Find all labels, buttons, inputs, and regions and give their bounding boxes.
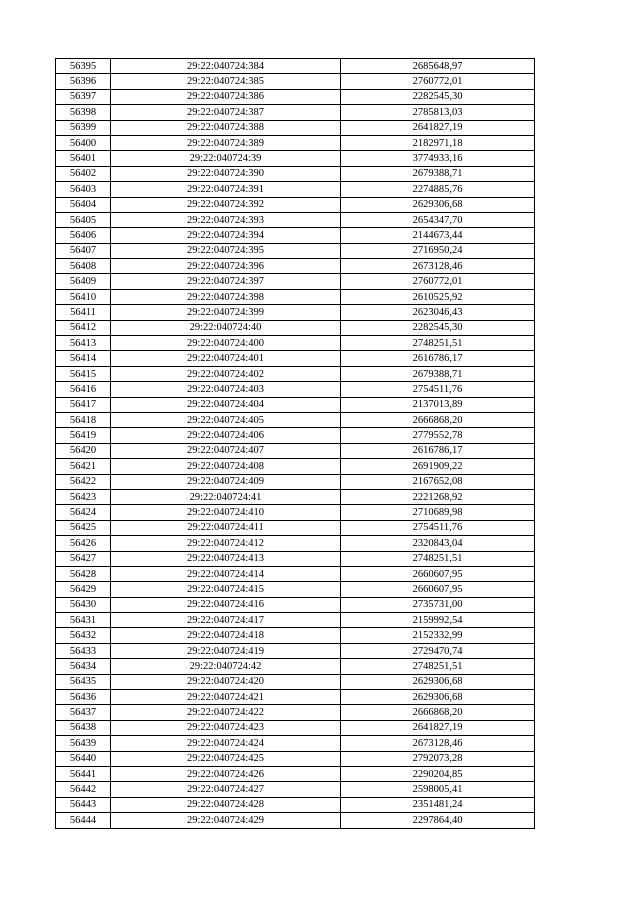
cadastral-value-cell: 2137013,89	[341, 397, 535, 412]
row-number-cell: 56435	[56, 674, 111, 689]
table-row	[56, 751, 535, 766]
table-row	[56, 120, 535, 135]
row-number-cell: 56436	[56, 690, 111, 705]
table-row	[56, 289, 535, 304]
cadastral-number-cell: 29:22:040724:426	[111, 766, 341, 781]
cadastral-number-cell: 29:22:040724:398	[111, 289, 341, 304]
table-row	[56, 813, 535, 828]
cadastral-number-cell: 29:22:040724:407	[111, 443, 341, 458]
row-number-cell: 56416	[56, 382, 111, 397]
cadastral-number-cell: 29:22:040724:424	[111, 736, 341, 751]
cadastral-number-cell: 29:22:040724:421	[111, 690, 341, 705]
row-number-cell: 56422	[56, 474, 111, 489]
cadastral-number-cell: 29:22:040724:429	[111, 813, 341, 828]
cadastral-value-cell: 2616786,17	[341, 351, 535, 366]
cadastral-number-cell: 29:22:040724:387	[111, 105, 341, 120]
table-row	[56, 105, 535, 120]
table-row	[56, 566, 535, 581]
cadastral-value-cell: 2351481,24	[341, 797, 535, 812]
table-row	[56, 474, 535, 489]
row-number-cell: 56431	[56, 613, 111, 628]
cadastral-value-cell: 2760772,01	[341, 274, 535, 289]
cadastral-value-cell: 2760772,01	[341, 74, 535, 89]
row-number-cell: 56442	[56, 782, 111, 797]
row-number-cell: 56444	[56, 813, 111, 828]
cadastral-number-cell: 29:22:040724:415	[111, 582, 341, 597]
row-number-cell: 56430	[56, 597, 111, 612]
cadastral-number-cell: 29:22:040724:416	[111, 597, 341, 612]
table-row	[56, 705, 535, 720]
table-row	[56, 397, 535, 412]
cadastral-number-cell: 29:22:040724:417	[111, 613, 341, 628]
table-row	[56, 720, 535, 735]
row-number-cell: 56415	[56, 366, 111, 381]
cadastral-value-cell: 2660607,95	[341, 566, 535, 581]
cadastral-number-cell: 29:22:040724:411	[111, 520, 341, 535]
row-number-cell: 56443	[56, 797, 111, 812]
row-number-cell: 56412	[56, 320, 111, 335]
cadastral-number-cell: 29:22:040724:393	[111, 212, 341, 227]
table-row	[56, 536, 535, 551]
row-number-cell: 56399	[56, 120, 111, 135]
cadastral-value-cell: 2710689,98	[341, 505, 535, 520]
cadastral-number-cell: 29:22:040724:396	[111, 259, 341, 274]
cadastral-value-cell: 2320843,04	[341, 536, 535, 551]
cadastral-number-cell: 29:22:040724:408	[111, 459, 341, 474]
row-number-cell: 56411	[56, 305, 111, 320]
table-row	[56, 59, 535, 74]
cadastral-value-cell: 2754511,76	[341, 382, 535, 397]
table-row	[56, 736, 535, 751]
cadastral-number-cell: 29:22:040724:409	[111, 474, 341, 489]
row-number-cell: 56417	[56, 397, 111, 412]
cadastral-value-cell: 2641827,19	[341, 120, 535, 135]
table-row	[56, 151, 535, 166]
row-number-cell: 56428	[56, 566, 111, 581]
cadastral-number-cell: 29:22:040724:391	[111, 182, 341, 197]
cadastral-value-cell: 2629306,68	[341, 197, 535, 212]
table-row	[56, 351, 535, 366]
cadastral-value-cell: 2297864,40	[341, 813, 535, 828]
row-number-cell: 56433	[56, 643, 111, 658]
row-number-cell: 56440	[56, 751, 111, 766]
cadastral-value-cell: 2666868,20	[341, 705, 535, 720]
cadastral-number-cell: 29:22:040724:413	[111, 551, 341, 566]
table-row	[56, 628, 535, 643]
cadastral-number-cell: 29:22:040724:419	[111, 643, 341, 658]
cadastral-number-cell: 29:22:040724:422	[111, 705, 341, 720]
row-number-cell: 56432	[56, 628, 111, 643]
row-number-cell: 56405	[56, 212, 111, 227]
cadastral-value-cell: 2152332,99	[341, 628, 535, 643]
row-number-cell: 56410	[56, 289, 111, 304]
cadastral-number-cell: 29:22:040724:392	[111, 197, 341, 212]
cadastral-number-cell: 29:22:040724:385	[111, 74, 341, 89]
cadastral-number-cell: 29:22:040724:406	[111, 428, 341, 443]
cadastral-value-cell: 2729470,74	[341, 643, 535, 658]
row-number-cell: 56408	[56, 259, 111, 274]
cadastral-number-cell: 29:22:040724:420	[111, 674, 341, 689]
cadastral-number-cell: 29:22:040724:41	[111, 489, 341, 504]
cadastral-value-cell: 2673128,46	[341, 736, 535, 751]
table-row	[56, 366, 535, 381]
cadastral-value-cell: 2623046,43	[341, 305, 535, 320]
row-number-cell: 56421	[56, 459, 111, 474]
cadastral-value-cell: 2282545,30	[341, 320, 535, 335]
cadastral-number-cell: 29:22:040724:427	[111, 782, 341, 797]
cadastral-number-cell: 29:22:040724:390	[111, 166, 341, 181]
cadastral-number-cell: 29:22:040724:386	[111, 89, 341, 104]
table-row	[56, 89, 535, 104]
cadastral-value-cell: 2679388,71	[341, 366, 535, 381]
cadastral-value-cell: 2716950,24	[341, 243, 535, 258]
cadastral-number-cell: 29:22:040724:404	[111, 397, 341, 412]
row-number-cell: 56413	[56, 336, 111, 351]
row-number-cell: 56401	[56, 151, 111, 166]
table-row	[56, 690, 535, 705]
cadastral-value-cell: 2754511,76	[341, 520, 535, 535]
table-row	[56, 597, 535, 612]
cadastral-value-cell: 2654347,70	[341, 212, 535, 227]
cadastral-value-cell: 2610525,92	[341, 289, 535, 304]
row-number-cell: 56407	[56, 243, 111, 258]
table-row	[56, 443, 535, 458]
table-row	[56, 228, 535, 243]
cadastral-number-cell: 29:22:040724:395	[111, 243, 341, 258]
table-row	[56, 382, 535, 397]
cadastral-value-cell: 2641827,19	[341, 720, 535, 735]
cadastral-value-cell: 2629306,68	[341, 674, 535, 689]
row-number-cell: 56429	[56, 582, 111, 597]
cadastral-number-cell: 29:22:040724:400	[111, 336, 341, 351]
table-body	[56, 59, 535, 829]
table-row	[56, 320, 535, 335]
row-number-cell: 56425	[56, 520, 111, 535]
cadastral-value-cell: 2182971,18	[341, 135, 535, 150]
table-row	[56, 505, 535, 520]
table-row	[56, 520, 535, 535]
table-row	[56, 643, 535, 658]
row-number-cell: 56419	[56, 428, 111, 443]
table-row	[56, 166, 535, 181]
table-row	[56, 336, 535, 351]
cadastral-value-cell: 2616786,17	[341, 443, 535, 458]
cadastral-number-cell: 29:22:040724:388	[111, 120, 341, 135]
cadastral-value-cell: 2735731,00	[341, 597, 535, 612]
row-number-cell: 56434	[56, 659, 111, 674]
row-number-cell: 56400	[56, 135, 111, 150]
cadastral-number-cell: 29:22:040724:40	[111, 320, 341, 335]
cadastral-value-cell: 2660607,95	[341, 582, 535, 597]
table-row	[56, 551, 535, 566]
cadastral-value-cell: 3774933,16	[341, 151, 535, 166]
cadastral-value-table	[55, 58, 535, 829]
table-row	[56, 305, 535, 320]
cadastral-value-cell: 2629306,68	[341, 690, 535, 705]
table-row	[56, 259, 535, 274]
cadastral-number-cell: 29:22:040724:412	[111, 536, 341, 551]
cadastral-value-cell: 2167652,08	[341, 474, 535, 489]
cadastral-value-cell: 2282545,30	[341, 89, 535, 104]
cadastral-value-cell: 2748251,51	[341, 336, 535, 351]
cadastral-number-cell: 29:22:040724:42	[111, 659, 341, 674]
table-row	[56, 459, 535, 474]
cadastral-value-cell: 2748251,51	[341, 659, 535, 674]
table-row	[56, 243, 535, 258]
table-row	[56, 274, 535, 289]
cadastral-value-cell: 2792073,28	[341, 751, 535, 766]
row-number-cell: 56409	[56, 274, 111, 289]
cadastral-number-cell: 29:22:040724:397	[111, 274, 341, 289]
table-row	[56, 613, 535, 628]
cadastral-value-cell: 2159992,54	[341, 613, 535, 628]
row-number-cell: 56418	[56, 412, 111, 427]
cadastral-value-cell: 2785813,03	[341, 105, 535, 120]
cadastral-number-cell: 29:22:040724:384	[111, 59, 341, 74]
cadastral-number-cell: 29:22:040724:428	[111, 797, 341, 812]
cadastral-number-cell: 29:22:040724:425	[111, 751, 341, 766]
cadastral-number-cell: 29:22:040724:414	[111, 566, 341, 581]
row-number-cell: 56426	[56, 536, 111, 551]
cadastral-value-cell: 2221268,92	[341, 489, 535, 504]
table-row	[56, 766, 535, 781]
cadastral-value-cell: 2748251,51	[341, 551, 535, 566]
cadastral-number-cell: 29:22:040724:423	[111, 720, 341, 735]
cadastral-number-cell: 29:22:040724:399	[111, 305, 341, 320]
row-number-cell: 56427	[56, 551, 111, 566]
row-number-cell: 56441	[56, 766, 111, 781]
table-row	[56, 428, 535, 443]
row-number-cell: 56414	[56, 351, 111, 366]
table-row	[56, 197, 535, 212]
row-number-cell: 56424	[56, 505, 111, 520]
cadastral-value-cell: 2598005,41	[341, 782, 535, 797]
table-row	[56, 135, 535, 150]
cadastral-number-cell: 29:22:040724:418	[111, 628, 341, 643]
table-row	[56, 74, 535, 89]
table-row	[56, 489, 535, 504]
cadastral-value-cell: 2666868,20	[341, 412, 535, 427]
row-number-cell: 56397	[56, 89, 111, 104]
cadastral-value-cell: 2679388,71	[341, 166, 535, 181]
cadastral-number-cell: 29:22:040724:389	[111, 135, 341, 150]
table-row	[56, 659, 535, 674]
cadastral-value-cell: 2779552,78	[341, 428, 535, 443]
row-number-cell: 56437	[56, 705, 111, 720]
table-row	[56, 797, 535, 812]
row-number-cell: 56404	[56, 197, 111, 212]
table-row	[56, 582, 535, 597]
table-row	[56, 182, 535, 197]
table-row	[56, 412, 535, 427]
cadastral-value-cell: 2673128,46	[341, 259, 535, 274]
row-number-cell: 56398	[56, 105, 111, 120]
row-number-cell: 56438	[56, 720, 111, 735]
row-number-cell: 56406	[56, 228, 111, 243]
row-number-cell: 56423	[56, 489, 111, 504]
cadastral-value-cell: 2274885,76	[341, 182, 535, 197]
cadastral-value-cell: 2691909,22	[341, 459, 535, 474]
row-number-cell: 56396	[56, 74, 111, 89]
cadastral-number-cell: 29:22:040724:401	[111, 351, 341, 366]
row-number-cell: 56395	[56, 59, 111, 74]
cadastral-value-cell: 2685648,97	[341, 59, 535, 74]
cadastral-number-cell: 29:22:040724:39	[111, 151, 341, 166]
row-number-cell: 56402	[56, 166, 111, 181]
cadastral-value-cell: 2144673,44	[341, 228, 535, 243]
cadastral-number-cell: 29:22:040724:402	[111, 366, 341, 381]
cadastral-number-cell: 29:22:040724:394	[111, 228, 341, 243]
cadastral-number-cell: 29:22:040724:403	[111, 382, 341, 397]
row-number-cell: 56439	[56, 736, 111, 751]
table-row	[56, 212, 535, 227]
cadastral-number-cell: 29:22:040724:405	[111, 412, 341, 427]
cadastral-number-cell: 29:22:040724:410	[111, 505, 341, 520]
row-number-cell: 56420	[56, 443, 111, 458]
table-row	[56, 782, 535, 797]
table-row	[56, 674, 535, 689]
cadastral-value-cell: 2290204,85	[341, 766, 535, 781]
row-number-cell: 56403	[56, 182, 111, 197]
